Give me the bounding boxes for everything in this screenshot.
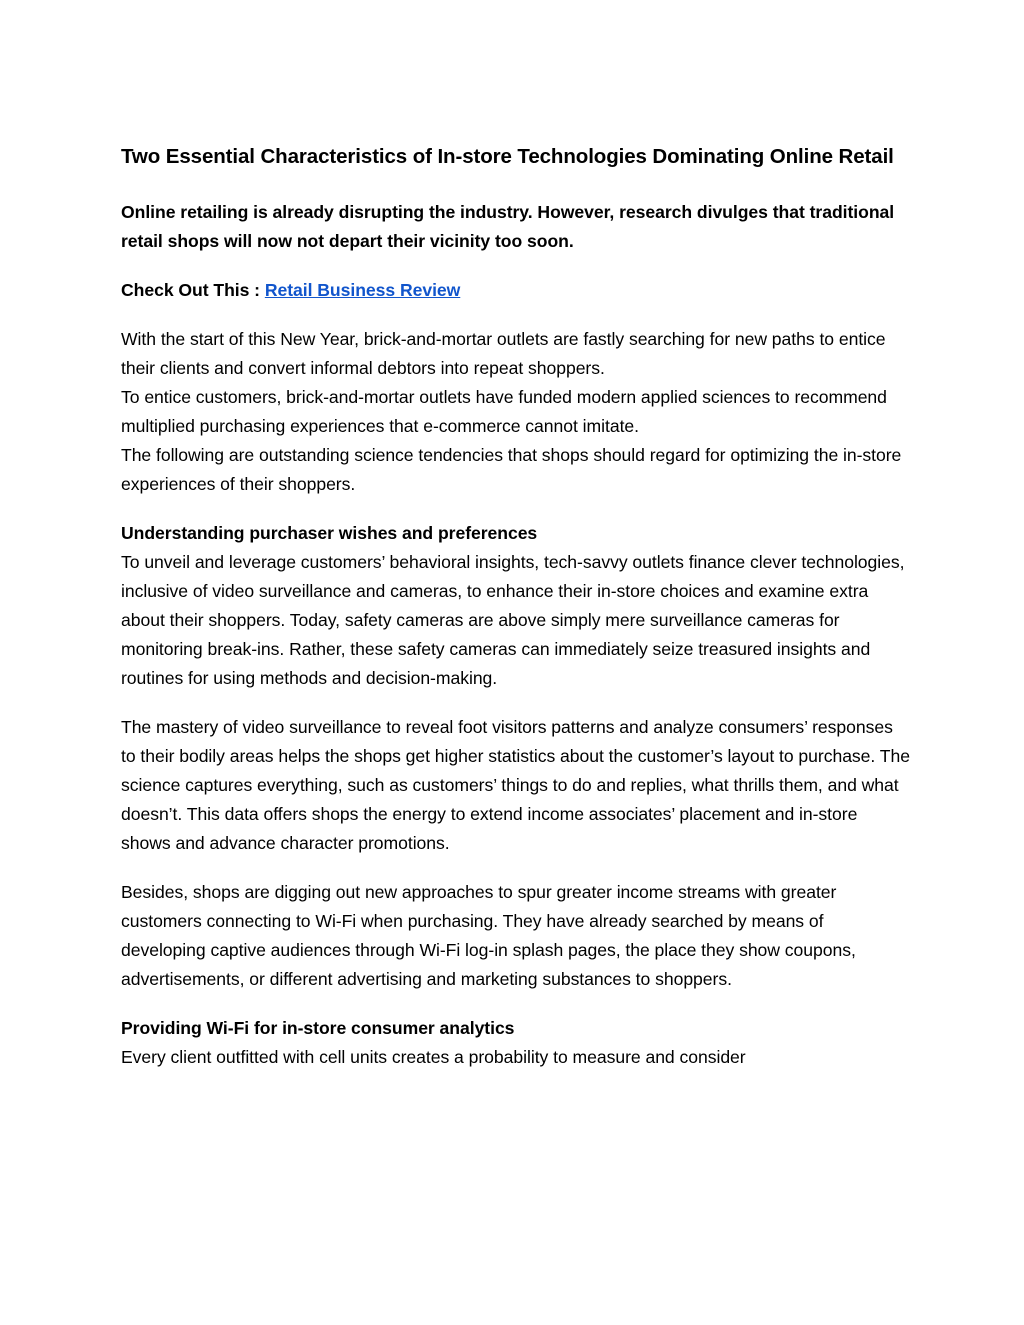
besides-paragraph: Besides, shops are digging out new approaches to spur greater income streams with greater customers connecting to Wi-Fi when purchasing. They have already searched by means of developing captive audiences through Wi-Fi log-in splash pages, the place they show coupons, advertisements, or different advertising and marketing substances to shoppers.	[121, 882, 856, 989]
opening-line-2: To entice customers, brick-and-mortar outlets have funded modern applied sciences to recommend multiplied purchasing experiences that e-commerce cannot imitate.	[121, 387, 887, 436]
document-page	[121, 140, 911, 1092]
retail-business-review-link[interactable]: Retail Business Review	[264, 280, 461, 300]
section-heading-wifi: Providing Wi-Fi for in-store consumer analytics	[121, 1018, 515, 1038]
document-title: Two Essential Characteristics of In-store Technologies Dominating Online Retail	[121, 145, 894, 168]
mastery-paragraph: The mastery of video surveillance to reveal foot visitors patterns and analyze consumers’ responses to their bodily areas helps the shops get higher statistics about the customer’s layout to purchase. The science captures everything, such as customers’ things to do and replies, what thrills them, and what doesn’t. This data offers shops the energy to extend income associates’ placement and in-store shows and advance character promotions.	[121, 717, 910, 853]
check-out-label: Check Out This :	[121, 280, 265, 300]
check-out-line	[121, 276, 911, 305]
opening-line-3: The following are outstanding science tendencies that shops should regard for optimizing the in-store experiences of their shoppers.	[121, 445, 902, 494]
section-body-understanding: To unveil and leverage customers’ behavioral insights, tech-savvy outlets finance clever technologies, inclusive of video surveillance and cameras, to enhance their in-store choices and examine extra about their shoppers. Today, safety cameras are above simply mere surveillance cameras for monitoring break-ins. Rather, these safety cameras can immediately seize treasured insights and routines for using methods and decision-making.	[121, 552, 905, 688]
section-wifi	[121, 1014, 911, 1072]
section-understanding	[121, 519, 911, 693]
intro-paragraph: Online retailing is already disrupting the industry. However, research divulges that traditional retail shops will now not depart their vicinity too soon.	[121, 202, 895, 251]
section-body-wifi: Every client outfitted with cell units creates a probability to measure and consider	[121, 1047, 746, 1067]
opening-paragraph	[121, 325, 911, 499]
opening-line-1: With the start of this New Year, brick-and-mortar outlets are fastly searching for new paths to entice their clients and convert informal debtors into repeat shoppers.	[121, 329, 886, 378]
section-heading-understanding: Understanding purchaser wishes and preferences	[121, 523, 538, 543]
